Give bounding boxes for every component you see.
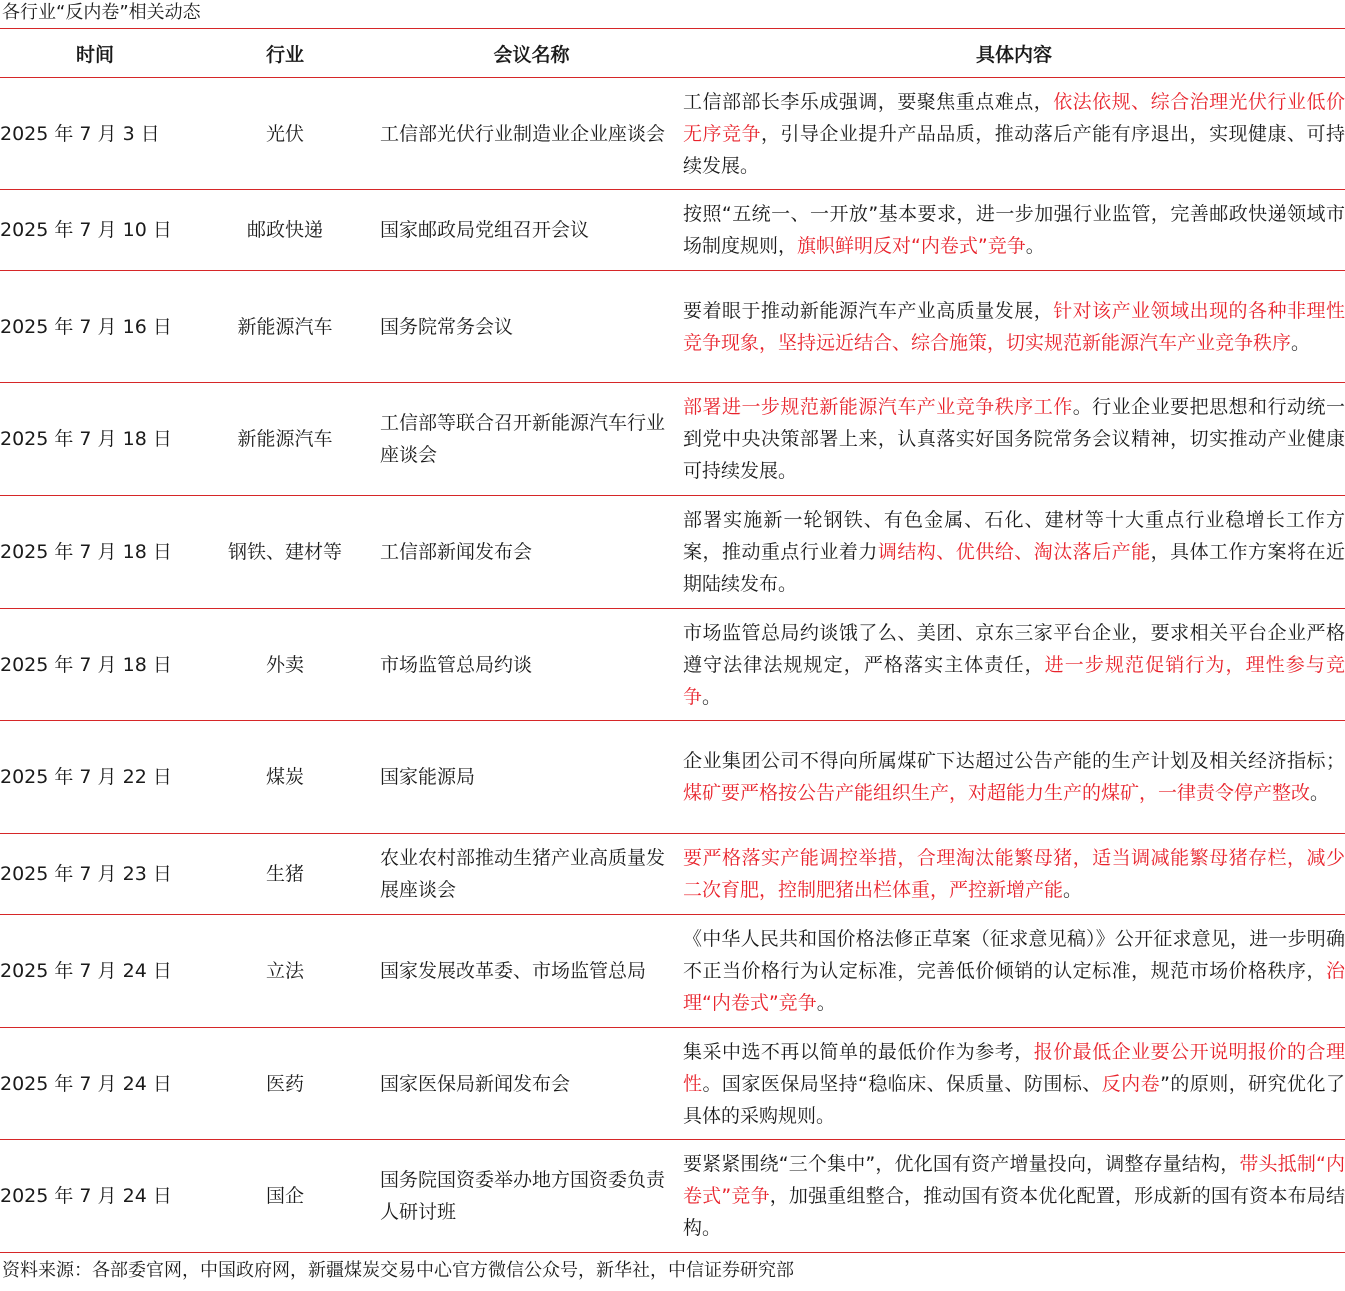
- cell-meeting: 国务院常务会议: [380, 271, 683, 383]
- cell-meeting: 国家医保局新闻发布会: [380, 1028, 683, 1140]
- industry-dynamics-table: [0, 28, 1345, 1253]
- detail-text: 要着眼于推动新能源汽车产业高质量发展，: [683, 299, 1054, 322]
- cell-date: 2025 年 7 月 18 日: [0, 496, 190, 609]
- cell-date: 2025 年 7 月 10 日: [0, 190, 190, 271]
- highlighted-text: 部署进一步规范新能源汽车产业竞争秩序工作: [683, 396, 1073, 418]
- source-note: 资料来源：各部委官网，中国政府网，新疆煤炭交易中心官方微信公众号，新华社，中信证券研究部: [2, 1260, 794, 1281]
- table-row: [0, 721, 1345, 834]
- highlighted-text: 旗帜鲜明反对“内卷式”竞争: [797, 235, 1026, 257]
- highlighted-text: 反内卷: [1101, 1072, 1161, 1095]
- detail-text: 部署实施新一轮钢铁、有色金属、石化、建材等十大重点行业稳增长工作方案，推动重点行业着力: [683, 509, 1345, 563]
- detail-text: 企业集团公司不得向所属煤矿下达超过公告产能的生产计划及相关经济指标；: [683, 750, 1345, 772]
- detail-text: 。行业企业要把思想和行动统一到党中央决策部署上来，认真落实好国务院常务会议精神，切实推动产业健康可持续发展。: [683, 396, 1345, 482]
- highlighted-text: 调结构、优供给、淘汰落后产能: [877, 541, 1151, 563]
- cell-industry: 新能源汽车: [190, 383, 380, 496]
- detail-text: 。: [1063, 879, 1083, 901]
- header-details: 具体内容: [683, 29, 1345, 78]
- highlighted-text: 报价最低企业要公开说明报价的合理性: [683, 1040, 1345, 1095]
- cell-industry: 医药: [190, 1028, 380, 1140]
- cell-date: 2025 年 7 月 18 日: [0, 383, 190, 496]
- detail-text: 。: [1310, 782, 1330, 804]
- cell-industry: 煤炭: [190, 721, 380, 834]
- cell-industry: 光伏: [190, 78, 380, 190]
- table-row: [0, 496, 1345, 609]
- table-row: [0, 1140, 1345, 1253]
- detail-text: 。: [702, 685, 722, 708]
- cell-industry: 立法: [190, 915, 380, 1028]
- detail-text: 。: [1025, 235, 1045, 257]
- cell-meeting: 国家邮政局党组召开会议: [380, 190, 683, 271]
- cell-date: 2025 年 7 月 24 日: [0, 1028, 190, 1140]
- detail-text: 。: [1291, 331, 1311, 354]
- cell-industry: 新能源汽车: [190, 271, 380, 383]
- cell-meeting: 农业农村部推动生猪产业高质量发展座谈会: [380, 834, 683, 915]
- detail-text: 《中华人民共和国价格法修正草案（征求意见稿）》公开征求意见，进一步明确不正当价格行为认定标准，完善低价倾销的认定标准，规范市场价格秩序，: [683, 928, 1345, 982]
- table-body: [0, 78, 1345, 1253]
- cell-meeting: 工信部等联合召开新能源汽车行业座谈会: [380, 383, 683, 496]
- highlighted-text: 要严格落实产能调控举措，合理淘汰能繁母猪，适当调减能繁母猪存栏，减少二次育肥，控制肥猪出栏体重，严控新增产能: [683, 847, 1345, 901]
- cell-meeting: 市场监管总局约谈: [380, 609, 683, 721]
- cell-details: [683, 78, 1345, 190]
- cell-meeting: 国家发展改革委、市场监管总局: [380, 915, 683, 1028]
- table-row: [0, 834, 1345, 915]
- cell-date: 2025 年 7 月 18 日: [0, 609, 190, 721]
- cell-details: [683, 1140, 1345, 1253]
- cell-details: [683, 271, 1345, 383]
- cell-industry: 钢铁、建材等: [190, 496, 380, 609]
- detail-text: 。: [816, 992, 836, 1014]
- cell-details: [683, 190, 1345, 271]
- detail-text: 工信部部长李乐成强调，要聚焦重点难点，: [683, 90, 1054, 113]
- table-row: [0, 78, 1345, 190]
- cell-details: [683, 721, 1345, 834]
- cell-industry: 外卖: [190, 609, 380, 721]
- header-meeting: 会议名称: [380, 29, 683, 78]
- cell-date: 2025 年 7 月 23 日: [0, 834, 190, 915]
- highlighted-text: 进一步规范促销行为，理性参与竞争: [683, 653, 1345, 708]
- header-date: 时间: [0, 29, 190, 78]
- highlighted-text: 针对该产业领域出现的各种非理性竞争现象，坚持远近结合、综合施策，切实规范新能源汽车产业竞争秩序: [683, 299, 1345, 354]
- detail-text: ，引导企业提升产品品质，推动落后产能有序退出，实现健康、可持续发展。: [683, 122, 1345, 177]
- table-caption: 各行业“反内卷”相关动态: [2, 2, 201, 23]
- cell-meeting: 工信部新闻发布会: [380, 496, 683, 609]
- table-row: [0, 383, 1345, 496]
- highlighted-text: 带头抵制“内卷式”竞争: [683, 1153, 1345, 1207]
- cell-meeting: 工信部光伏行业制造业企业座谈会: [380, 78, 683, 190]
- detail-text: ，具体工作方案将在近期陆续发布。: [683, 541, 1345, 595]
- cell-date: 2025 年 7 月 24 日: [0, 915, 190, 1028]
- table-header-row: [0, 29, 1345, 78]
- detail-text: ”的原则，研究优化了具体的采购规则。: [683, 1072, 1345, 1127]
- detail-text: 市场监管总局约谈饿了么、美团、京东三家平台企业，要求相关平台企业严格遵守法律法规规定，严格落实主体责任，: [683, 621, 1345, 676]
- cell-meeting: 国务院国资委举办地方国资委负责人研讨班: [380, 1169, 666, 1223]
- cell-industry: 国企: [265, 1185, 304, 1207]
- highlighted-text: 治理“内卷式”竞争: [683, 960, 1345, 1014]
- cell-details: [683, 609, 1345, 721]
- table-row: [0, 190, 1345, 271]
- cell-date: 2025 年 7 月 3 日: [0, 78, 190, 190]
- cell-date: 2025 年 7 月 22 日: [0, 721, 190, 834]
- table-row: [0, 271, 1345, 383]
- cell-details: [683, 915, 1345, 1028]
- cell-date: 2025 年 7 月 24 日: [0, 1185, 172, 1207]
- table-row: [0, 609, 1345, 721]
- table-row: [0, 1028, 1345, 1140]
- cell-details: [683, 834, 1345, 915]
- cell-details: [683, 1028, 1345, 1140]
- header-industry: 行业: [190, 29, 380, 78]
- table-row: [0, 915, 1345, 1028]
- cell-details: [683, 383, 1345, 496]
- cell-industry: 邮政快递: [190, 190, 380, 271]
- highlighted-text: 煤矿要严格按公告产能组织生产，对超能力生产的煤矿，一律责令停产整改: [683, 782, 1311, 804]
- detail-text: 集采中选不再以简单的最低价作为参考，: [683, 1040, 1034, 1063]
- cell-details: [683, 496, 1345, 609]
- cell-industry: 生猪: [190, 834, 380, 915]
- detail-text: 要紧紧围绕“三个集中”，优化国有资产增量投向，调整存量结构，: [683, 1153, 1240, 1175]
- detail-text: ，加强重组整合，推动国有资本优化配置，形成新的国有资本布局结构。: [683, 1185, 1345, 1239]
- highlighted-text: 依法依规、综合治理光伏行业低价无序竞争: [683, 90, 1345, 145]
- detail-text: 按照“五统一、一开放”基本要求，进一步加强行业监管，完善邮政快递领域市场制度规则，: [683, 203, 1345, 257]
- cell-date: 2025 年 7 月 16 日: [0, 271, 190, 383]
- detail-text: 。国家医保局坚持“稳临床、保质量、防围标、: [702, 1072, 1102, 1095]
- cell-meeting: 国家能源局: [380, 721, 683, 834]
